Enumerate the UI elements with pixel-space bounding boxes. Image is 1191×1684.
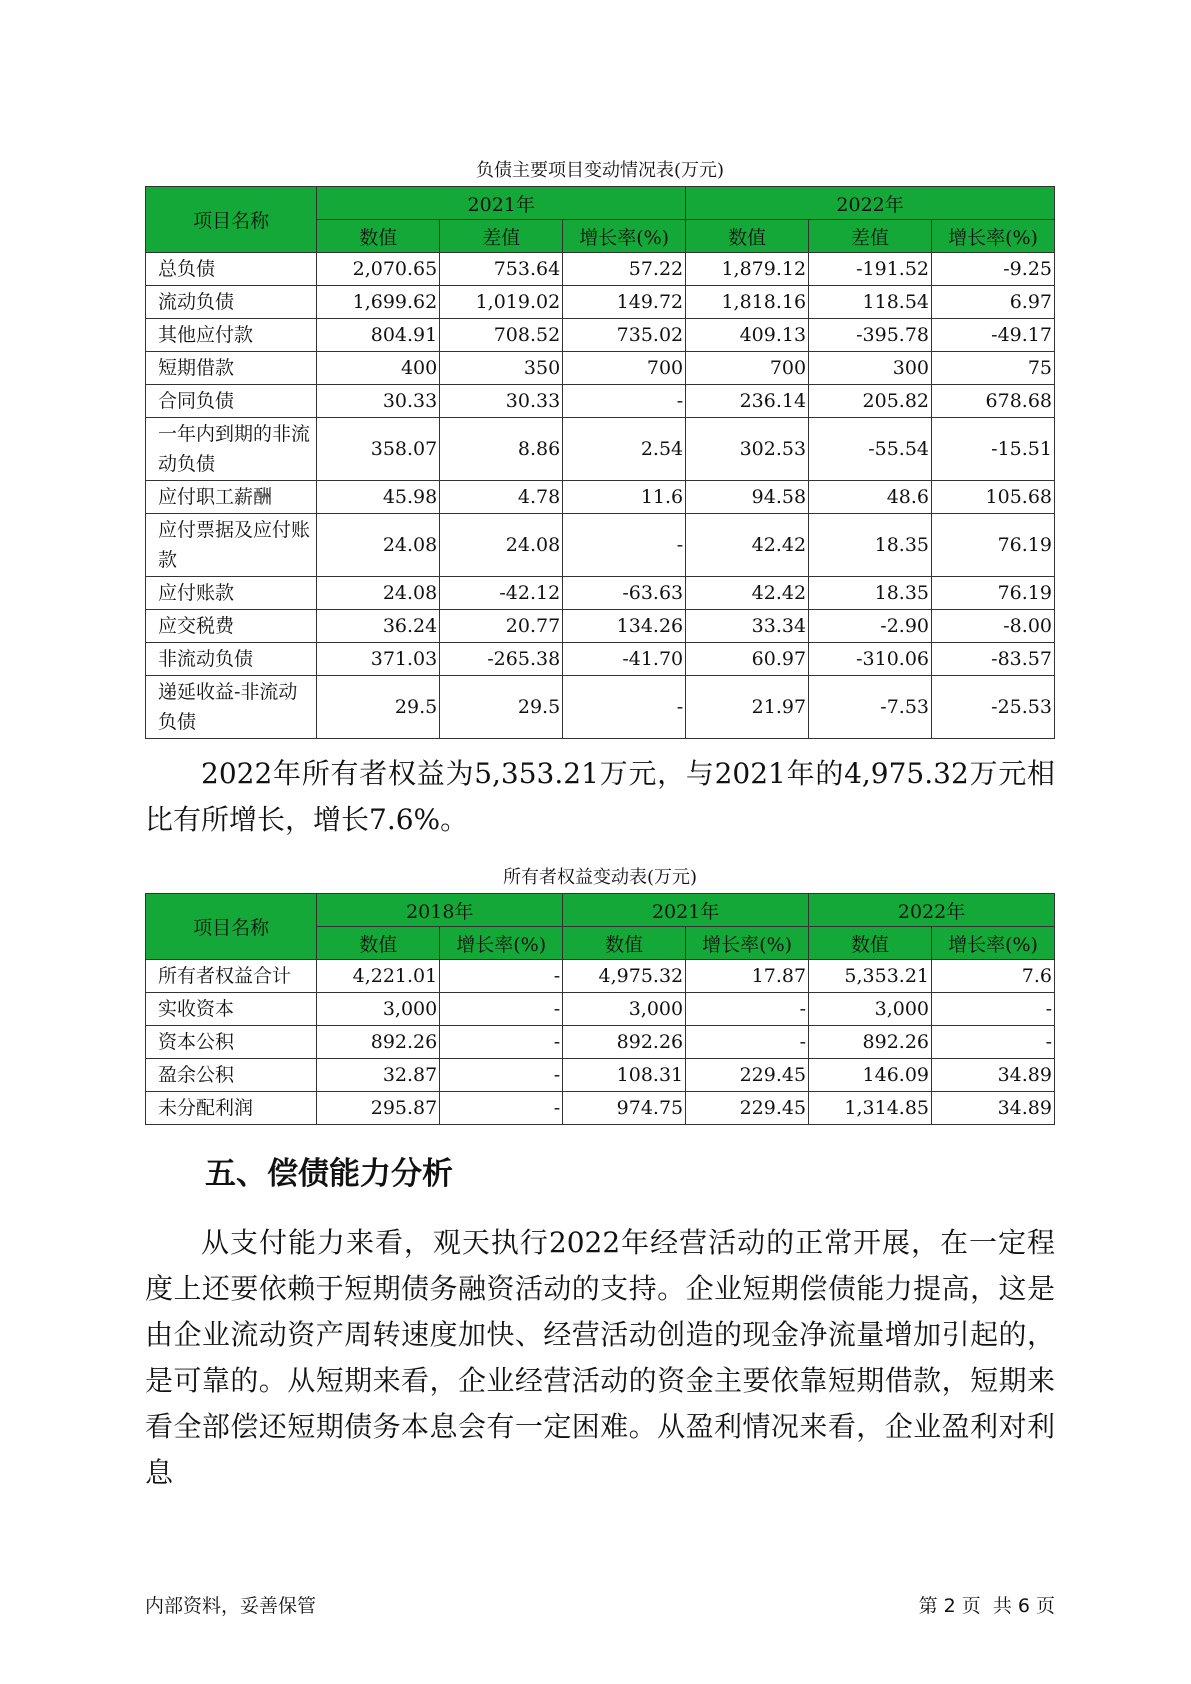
table1-cell: 804.91	[317, 319, 440, 352]
table1-cell: 33.34	[686, 610, 809, 643]
table1-subheader: 差值	[809, 220, 932, 253]
table1-cell: 708.52	[440, 319, 563, 352]
table1-row-label: 非流动负债	[146, 643, 317, 676]
table1-cell: 700	[686, 352, 809, 385]
table1-cell: -	[563, 514, 686, 577]
table2-cell: 3,000	[317, 993, 440, 1026]
table1-cell: -8.00	[932, 610, 1055, 643]
table2-cell: -	[440, 1059, 563, 1092]
table1-cell: 400	[317, 352, 440, 385]
table1-subheader: 增长率(%)	[563, 220, 686, 253]
table1-subheader: 数值	[317, 220, 440, 253]
table1-cell: -63.63	[563, 577, 686, 610]
table2-cell: 974.75	[563, 1092, 686, 1125]
table2-row-label: 实收资本	[146, 993, 317, 1026]
table1-cell: 21.97	[686, 676, 809, 739]
table2-subheader: 数值	[809, 927, 932, 960]
table1-cell: 105.68	[932, 481, 1055, 514]
table1-cell: 409.13	[686, 319, 809, 352]
table2-subheader: 数值	[317, 927, 440, 960]
table1-cell: 57.22	[563, 253, 686, 286]
table2-cell: 5,353.21	[809, 960, 932, 993]
table2-row-label: 盈余公积	[146, 1059, 317, 1092]
table1-cell: 1,699.62	[317, 286, 440, 319]
table2-cell: -	[440, 993, 563, 1026]
table2-cell: 108.31	[563, 1059, 686, 1092]
table1-cell: 205.82	[809, 385, 932, 418]
table1-row-label: 应交税费	[146, 610, 317, 643]
table1-row-label: 合同负债	[146, 385, 317, 418]
table1-header-year: 2022年	[686, 187, 1055, 220]
table1-cell: -25.53	[932, 676, 1055, 739]
table2-row-label: 所有者权益合计	[146, 960, 317, 993]
table1-caption: 负债主要项目变动情况表(万元)	[475, 160, 725, 181]
table1-row	[146, 286, 1055, 319]
table1-row	[146, 418, 1055, 481]
table2-cell: -	[440, 1026, 563, 1059]
table1-cell: -395.78	[809, 319, 932, 352]
table1-cell: 753.64	[440, 253, 563, 286]
table1-row	[146, 610, 1055, 643]
table1-cell: 371.03	[317, 643, 440, 676]
table1-cell: 302.53	[686, 418, 809, 481]
table1-cell: 60.97	[686, 643, 809, 676]
table1-cell: 48.6	[809, 481, 932, 514]
table1-row-label: 短期借款	[146, 352, 317, 385]
table2-subheader: 数值	[563, 927, 686, 960]
table1-cell: 18.35	[809, 577, 932, 610]
table1-cell: 24.08	[440, 514, 563, 577]
table1-row	[146, 253, 1055, 286]
table1-cell: -7.53	[809, 676, 932, 739]
table1-cell: 8.86	[440, 418, 563, 481]
table1-row-label: 应付票据及应付账款	[146, 514, 317, 577]
footer-confidential-note: 内部资料，妥善保管	[145, 1595, 317, 1617]
table1-subheader: 增长率(%)	[932, 220, 1055, 253]
table1-cell: 134.26	[563, 610, 686, 643]
table2-header-year: 2018年	[317, 894, 563, 927]
table1-cell: 300	[809, 352, 932, 385]
table1-cell: 30.33	[317, 385, 440, 418]
table2-cell: 1,314.85	[809, 1092, 932, 1125]
table2-subheader: 增长率(%)	[686, 927, 809, 960]
table1-cell: 149.72	[563, 286, 686, 319]
table1-cell: 2,070.65	[317, 253, 440, 286]
table1-cell: 678.68	[932, 385, 1055, 418]
table2-cell: 892.26	[809, 1026, 932, 1059]
table2-cell: 3,000	[563, 993, 686, 1026]
table2-cell: -	[440, 960, 563, 993]
table1-cell: -49.17	[932, 319, 1055, 352]
table1-row-label: 一年内到期的非流动负债	[146, 418, 317, 481]
table1-row	[146, 577, 1055, 610]
table1-row-label: 总负债	[146, 253, 317, 286]
table1-cell: 20.77	[440, 610, 563, 643]
table2-row	[146, 993, 1055, 1026]
table1-row-label: 递延收益-非流动负债	[146, 676, 317, 739]
table1-cell: -42.12	[440, 577, 563, 610]
table2-cell: 229.45	[686, 1092, 809, 1125]
table2-header-year: 2022年	[809, 894, 1055, 927]
table2-cell: 34.89	[932, 1092, 1055, 1125]
table1-cell: 6.97	[932, 286, 1055, 319]
table1-cell: -55.54	[809, 418, 932, 481]
table2-cell: 295.87	[317, 1092, 440, 1125]
table1-cell: 36.24	[317, 610, 440, 643]
table1-header-row-years	[146, 187, 1055, 220]
table1-header-item: 项目名称	[146, 187, 317, 253]
table2-header-row-years	[146, 894, 1055, 927]
table2-row	[146, 1092, 1055, 1125]
table1-row-label: 应付职工薪酬	[146, 481, 317, 514]
table1-cell: 42.42	[686, 514, 809, 577]
table2-cell: 34.89	[932, 1059, 1055, 1092]
solvency-paragraph: 从支付能力来看，观天执行2022年经营活动的正常开展，在一定程度上还要依赖于短期债务融资活动的支持。企业短期偿债能力提高，这是由企业流动资产周转速度加快、经营活动创造的现金净流量增加引起的，是可靠的。从短期来看，企业经营活动的资金主要依靠短期借款，短期来看全部偿还短期债务本息会有一定困难。从盈利情况来看，企业盈利对利息	[145, 1226, 1055, 1489]
table2-cell: 229.45	[686, 1059, 809, 1092]
table1-cell: -83.57	[932, 643, 1055, 676]
table1-cell: 94.58	[686, 481, 809, 514]
table1-subheader: 数值	[686, 220, 809, 253]
table2-cell: -	[686, 1026, 809, 1059]
table1-cell: 735.02	[563, 319, 686, 352]
table2-header-year: 2021年	[563, 894, 809, 927]
table2-subheader: 增长率(%)	[440, 927, 563, 960]
equity-summary-paragraph: 2022年所有者权益为5,353.21万元，与2021年的4,975.32万元相比有所增长，增长7.6%。	[145, 757, 1055, 836]
table1-cell: -191.52	[809, 253, 932, 286]
table2-row	[146, 1026, 1055, 1059]
table1-row	[146, 514, 1055, 577]
table2-cell: 17.87	[686, 960, 809, 993]
table2-row	[146, 960, 1055, 993]
table2-subheader: 增长率(%)	[932, 927, 1055, 960]
table1-cell: 24.08	[317, 577, 440, 610]
table2-row-label: 资本公积	[146, 1026, 317, 1059]
table2-cell: 892.26	[317, 1026, 440, 1059]
table2-cell: 32.87	[317, 1059, 440, 1092]
table1-row	[146, 643, 1055, 676]
table1-cell: 1,879.12	[686, 253, 809, 286]
table2-cell: -	[932, 993, 1055, 1026]
table1-cell: -41.70	[563, 643, 686, 676]
table1-row-label: 流动负债	[146, 286, 317, 319]
table2-cell: 146.09	[809, 1059, 932, 1092]
table2-cell: 4,975.32	[563, 960, 686, 993]
table1-cell: 11.6	[563, 481, 686, 514]
table1-cell: 75	[932, 352, 1055, 385]
section-heading: 五、偿债能力分析	[205, 1156, 453, 1192]
table1-cell: 1,019.02	[440, 286, 563, 319]
table2-cell: 892.26	[563, 1026, 686, 1059]
table1-cell: 29.5	[317, 676, 440, 739]
table1-cell: -265.38	[440, 643, 563, 676]
table1-cell: -	[563, 676, 686, 739]
table1-cell: 2.54	[563, 418, 686, 481]
table2-row-label: 未分配利润	[146, 1092, 317, 1125]
table2-cell: 4,221.01	[317, 960, 440, 993]
table1-cell: -9.25	[932, 253, 1055, 286]
table1-cell: 24.08	[317, 514, 440, 577]
table2-row	[146, 1059, 1055, 1092]
table1-cell: -2.90	[809, 610, 932, 643]
table2-caption: 所有者权益变动表(万元)	[502, 867, 698, 888]
table1-cell: 700	[563, 352, 686, 385]
table1-row	[146, 319, 1055, 352]
table2-cell: -	[932, 1026, 1055, 1059]
table1-cell: 30.33	[440, 385, 563, 418]
table1-cell: 4.78	[440, 481, 563, 514]
table1-subheader: 差值	[440, 220, 563, 253]
table2-cell: -	[686, 993, 809, 1026]
table1-row-label: 应付账款	[146, 577, 317, 610]
table1-cell: -	[563, 385, 686, 418]
table2-header-item: 项目名称	[146, 894, 317, 960]
table1-cell: 118.54	[809, 286, 932, 319]
footer-page-number: 第 2 页 共 6 页	[918, 1595, 1055, 1617]
table1-row	[146, 676, 1055, 739]
equity-table	[145, 893, 1055, 1125]
table2-cell: -	[440, 1092, 563, 1125]
table2-cell: 3,000	[809, 993, 932, 1026]
table1-row-label: 其他应付款	[146, 319, 317, 352]
table1-cell: -15.51	[932, 418, 1055, 481]
table1-cell: 76.19	[932, 514, 1055, 577]
table1-cell: -310.06	[809, 643, 932, 676]
table1-cell: 29.5	[440, 676, 563, 739]
table1-row	[146, 481, 1055, 514]
table1-header-year: 2021年	[317, 187, 686, 220]
table1-cell: 236.14	[686, 385, 809, 418]
table1-cell: 350	[440, 352, 563, 385]
table1-cell: 358.07	[317, 418, 440, 481]
table1-row	[146, 352, 1055, 385]
table1-cell: 18.35	[809, 514, 932, 577]
table1-row	[146, 385, 1055, 418]
table1-cell: 1,818.16	[686, 286, 809, 319]
table1-cell: 45.98	[317, 481, 440, 514]
table1-cell: 42.42	[686, 577, 809, 610]
table1-cell: 76.19	[932, 577, 1055, 610]
table2-cell: 7.6	[932, 960, 1055, 993]
liabilities-table	[145, 186, 1055, 739]
